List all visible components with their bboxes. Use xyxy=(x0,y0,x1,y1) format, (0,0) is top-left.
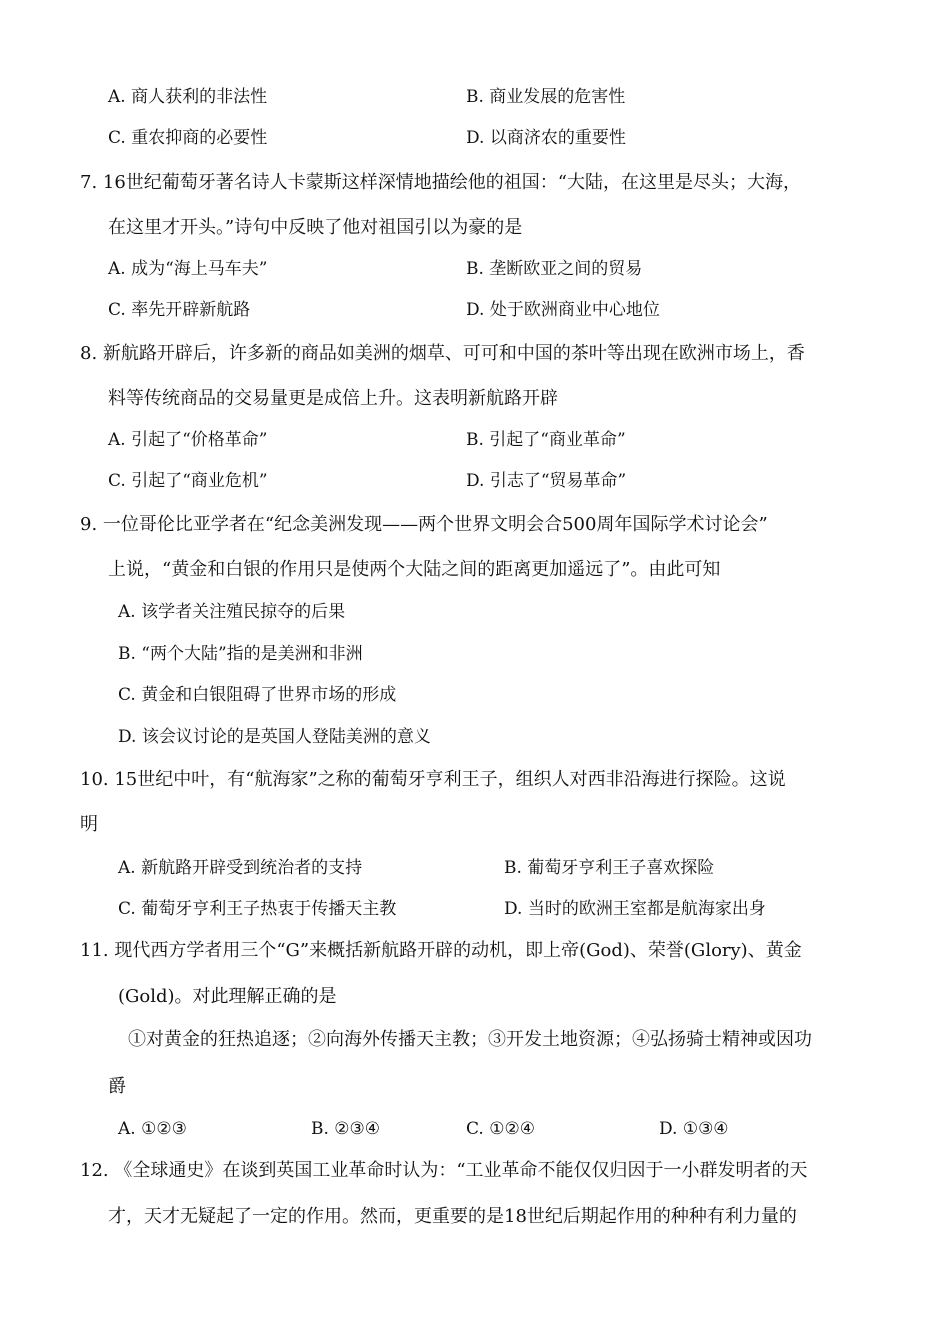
q6-option-d: D. 以商济农的重要性 xyxy=(466,128,626,148)
q7-option-b: B. 垄断欧亚之间的贸易 xyxy=(466,259,643,279)
q7-stem-line1: 7. 16世纪葡萄牙著名诗人卡蒙斯这样深情地描绘他的祖国：“大陆，在这里是尽头；大海， xyxy=(80,172,801,193)
q10-option-d: D. 当时的欧洲王室都是航海家出身 xyxy=(504,899,766,919)
q9-option-b: B. “两个大陆”指的是美洲和非洲 xyxy=(118,644,363,664)
q8-option-a: A. 引起了“价格革命” xyxy=(108,430,268,450)
q9-option-a: A. 该学者关注殖民掠夺的后果 xyxy=(118,602,346,622)
q12-stem-line1: 12. 《全球通史》在谈到英国工业革命时认为：“工业革命不能仅仅归因于一小群发明者的天 xyxy=(80,1160,808,1181)
q7-option-d: D. 处于欧洲商业中心地位 xyxy=(466,300,660,320)
q12-stem-line2: 才，天才无疑起了一定的作用。然而，更重要的是18世纪后期起作用的种种有利力量的 xyxy=(108,1206,797,1227)
q11-option-b: B. ②③④ xyxy=(311,1119,381,1139)
q9-stem-line2: 上说，“黄金和白银的作用只是使两个大陆之间的距离更加遥远了”。由此可知 xyxy=(108,559,721,580)
q7-stem-line2: 在这里才开头。”诗句中反映了他对祖国引以为豪的是 xyxy=(108,217,523,238)
q10-option-a: A. 新航路开辟受到统治者的支持 xyxy=(118,858,363,878)
q10-option-c: C. 葡萄牙亨利王子热衷于传播天主教 xyxy=(118,899,397,919)
q8-option-b: B. 引起了“商业革命” xyxy=(466,430,626,450)
q7-option-c: C. 率先开辟新航路 xyxy=(108,300,251,320)
q11-stem-line4: 爵 xyxy=(108,1076,126,1097)
q7-option-a: A. 成为“海上马车夫” xyxy=(108,259,268,279)
q11-stem-line2: (Gold)。对此理解正确的是 xyxy=(118,986,337,1007)
q11-stem-line1: 11. 现代西方学者用三个“G”来概括新航路开辟的动机，即上帝(God)、荣誉(Glory)、黄金 xyxy=(80,940,802,961)
q11-stem-line3: ①对黄金的狂热追逐；②向海外传播天主教；③开发土地资源；④弘扬骑士精神或因功 xyxy=(128,1029,812,1050)
q6-option-a: A. 商人获利的非法性 xyxy=(108,87,268,107)
q8-option-d: D. 引志了“贸易革命” xyxy=(466,471,627,491)
q10-stem-line2: 明 xyxy=(80,814,98,835)
q6-option-b: B. 商业发展的危害性 xyxy=(466,87,626,107)
q10-option-b: B. 葡萄牙亨利王子喜欢探险 xyxy=(504,858,715,878)
q9-stem-line1: 9. 一位哥伦比亚学者在“纪念美洲发现——两个世界文明会合500周年国际学术讨论会” xyxy=(80,514,768,535)
q8-stem-line1: 8. 新航路开辟后，许多新的商品如美洲的烟草、可可和中国的茶叶等出现在欧洲市场上，香 xyxy=(80,343,805,364)
q10-stem-line1: 10. 15世纪中叶，有“航海家”之称的葡萄牙亨利王子，组织人对西非沿海进行探险。这说 xyxy=(80,769,786,790)
q8-stem-line2: 料等传统商品的交易量更是成倍上升。这表明新航路开辟 xyxy=(108,388,558,409)
q8-option-c: C. 引起了“商业危机” xyxy=(108,471,268,491)
q6-option-c: C. 重农抑商的必要性 xyxy=(108,128,268,148)
q11-option-a: A. ①②③ xyxy=(118,1119,187,1139)
q11-option-d: D. ①③④ xyxy=(659,1119,729,1139)
q11-option-c: C. ①②④ xyxy=(466,1119,535,1139)
q9-option-c: C. 黄金和白银阻碍了世界市场的形成 xyxy=(118,685,397,705)
q9-option-d: D. 该会议讨论的是英国人登陆美洲的意义 xyxy=(118,727,431,747)
